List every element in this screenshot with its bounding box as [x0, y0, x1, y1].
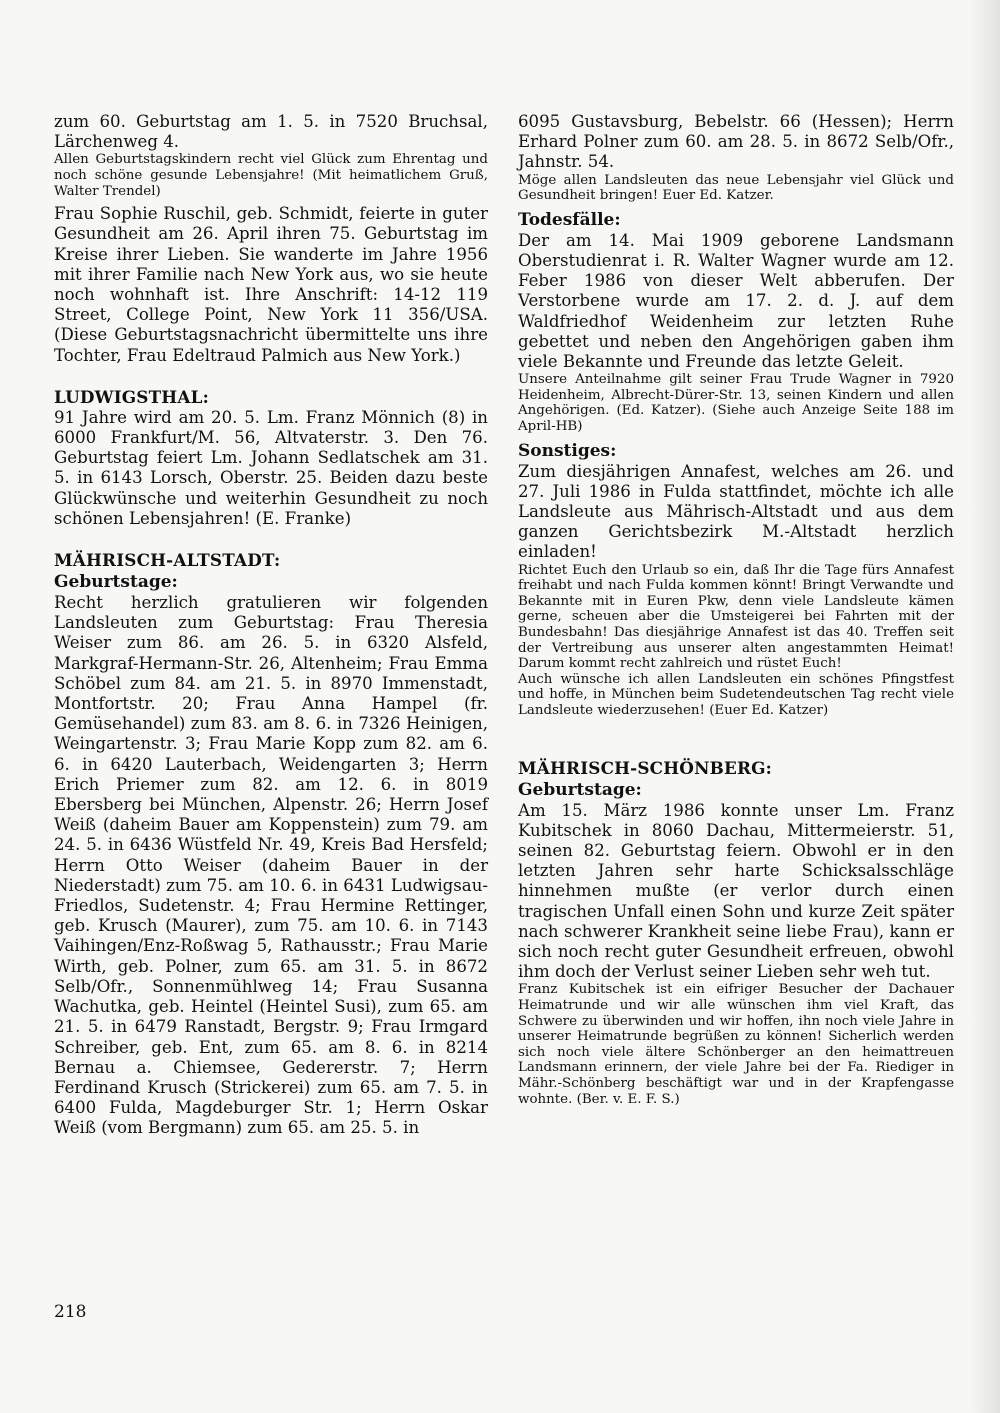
subheading-sonstiges: Sonstiges:	[518, 440, 617, 461]
left-paragraph-ludwigsthal: 91 Jahre wird am 20. 5. Lm. Franz Mönnich (8) in 6000 Frankfurt/M. 56, Altvaterstr. 3. Den 76. Geburtstag feiert Lm. Johann Sedlatschek am 31. 5. in 6143 Lorsch, Oberstr. 25. Beiden dazu beste Glückwünsche und weiterhin Gesundheit zu noch schönen Lebensjahren! (E. Franke)	[54, 407, 488, 528]
left-paragraph-geburtstage: Recht herzlich gratulieren wir folgenden Landsleuten zum Geburtstag: Frau Theresia Weiser zum 86. am 26. 5. in 6320 Alsfeld, Markgraf-Hermann-Str. 26, Altenheim; Frau Emma Schöbel zum 84. am 21. 5. in 8970 Immenstadt, Montfortstr. 20; Frau Anna Hampel (fr. Gemüsehandel) zum 83. am 8. 6. in 7326 Heinigen, Weingartenstr. 3; Frau Marie Kopp zum 82. am 6. 6. in 6420 Lauterbach, Weidengarten 3; Herrn Erich Priemer zum 82. am 12. 6. in 8019 Ebersberg bei München, Alpenstr. 26; Herrn Josef Weiß (daheim Bauer am Koppenstein) zum 79. am 24. 5. in 6436 Wüstfeld Nr. 49, Kreis Bad Hersfeld; Herrn Otto Weiser (daheim Bauer in der Niederstadt) zum 75. am 10. 6. in 6431 Ludwigsau-Friedlos, Sudetenstr. 4; Frau Hermine Rettinger, geb. Krusch (Maurer), zum 75. am 10. 6. in 7143 Vaihingen/Enz-Roßwag 5, Rathausstr.; Frau Marie Wirth, geb. Polner, zum 65. am 31. 5. in 8672 Selb/Ofr., Sonnenmühlweg 14; Frau Susanna Wachutka, geb. Heintel (Heintel Susi), zum 65. am 21. 5. in 6479 Ranstadt, Bergstr. 9; Frau Irmgard Schreiber, geb. Ent, zum 65. am 8. 6. in 8214 Bernau a. Chiemsee, Gedererstr. 7; Herrn Ferdinand Krusch (Strickerei) zum 65. am 7. 5. in 6400 Fulda, Magdeburger Str. 1; Herrn Oskar Weiß (vom Bergmann) zum 65. am 25. 5. in	[54, 593, 488, 1138]
left-paragraph-2: Allen Geburtstagskindern recht viel Glück zum Ehrentag und noch schöne gesunde Lebensjahre! (Mit heimatlichem Gruß, Walter Trendel)	[54, 152, 488, 199]
right-column	[518, 112, 954, 1107]
right-paragraph-annafest: Zum diesjährigen Annafest, welches am 26. und 27. Juli 1986 in Fulda stattfindet, möchte ich alle Landsleute aus Mährisch-Altstadt und aus dem ganzen Gerichtsbezirk M.-Altstadt herzlich einladen!	[518, 461, 954, 562]
right-paragraph-kubitschek: Am 15. März 1986 konnte unser Lm. Franz Kubitschek in 8060 Dachau, Mittermeierstr. 51, seinen 82. Geburtstag feiern. Obwohl er in den letzten Jahren sehr harte Schicksalsschläge hinnehmen mußte (er verlor durch einen tragischen Unfall einen Sohn und kurze Zeit später nach schwerer Krankheit seine liebe Frau), kann er sich noch recht guter Gesundheit erfreuen, obwohl ihm doch der Verlust seiner Lieben sehr weh tut.	[518, 800, 954, 982]
heading-maehrisch-schoenberg: MÄHRISCH-SCHÖNBERG:	[518, 757, 773, 778]
heading-maehrisch-altstadt: MÄHRISCH-ALTSTADT:	[54, 550, 281, 571]
right-paragraph-2: Möge allen Landsleuten das neue Lebensjahr viel Glück und Gesundheit bringen! Euer Ed. Katzer.	[518, 172, 954, 204]
subheading-geburtstage-left: Geburtstage:	[54, 572, 178, 593]
page-edge-shadow	[968, 0, 1000, 1413]
page-number: 218	[54, 1302, 87, 1322]
left-paragraph-1: zum 60. Geburtstag am 1. 5. in 7520 Bruchsal, Lärchenweg 4.	[54, 112, 488, 152]
left-paragraph-ruschil: Frau Sophie Ruschil, geb. Schmidt, feierte in guter Gesundheit am 26. April ihren 75. Geburtstag im Kreise ihrer Lieben. Sie wanderte im Jahre 1956 mit ihrer Familie nach New York aus, wo sie heute noch wohnhaft ist. Ihre Anschrift: 14-12 119 Street, College Point, New York 11 356/USA. (Diese Geburtstagsnachricht übermittelte uns ihre Tochter, Frau Edeltraud Palmich aus New York.)	[54, 204, 488, 365]
right-paragraph-wagner: Der am 14. Mai 1909 geborene Landsmann Oberstudienrat i. R. Walter Wagner wurde am 12. Feber 1986 von dieser Welt abberufen. Der Verstorbene wurde am 17. 2. d. J. auf dem Waldfriedhof Weidenheim zur letzten Ruhe gebettet und neben den Angehörigen gaben ihm viele Bekannte und Freunde das letzte Geleit.	[518, 230, 954, 372]
right-paragraph-pfingstfest: Auch wünsche ich allen Landsleuten ein schönes Pfingstfest und hoffe, in München beim Sudetendeutschen Tag recht viele Landsleute wiederzusehen! (Euer Ed. Katzer)	[518, 671, 954, 718]
subheading-todesfaelle: Todesfälle:	[518, 209, 621, 230]
right-paragraph-1: 6095 Gustavsburg, Bebelstr. 66 (Hessen); Herrn Erhard Polner zum 60. am 28. 5. in 8672 Selb/Ofr., Jahnstr. 54.	[518, 112, 954, 172]
right-paragraph-urlaub: Richtet Euch den Urlaub so ein, daß Ihr die Tage fürs Annafest freihabt und nach Fulda kommen könnt! Bringt Verwandte und Bekannte mit in Euren Pkw, denn viele Landsleute kämen gerne, scheuen aber die Umsteigerei bei Fahrten mit der Bundesbahn! Das diesjährige Annafest ist das 40. Treffen seit der Vertreibung aus unserer alten angestammten Heimat! Darum kommt recht zahlreich und rüstet Euch!	[518, 562, 954, 672]
subheading-geburtstage-right: Geburtstage:	[518, 779, 642, 800]
left-column	[54, 112, 488, 1139]
right-paragraph-heimatrunde: Franz Kubitschek ist ein eifriger Besucher der Dachauer Heimatrunde und wir alle wünschen ihm viel Kraft, das Schwere zu überwinden und wir hoffen, ihn noch viele Jahre in unserer Heimatrunde begrüßen zu können! Sicherlich werden sich noch viele ältere Schönberger an den heimattreuen Landsmann erinnern, der viele Jahre bei der Fa. Riediger in Mähr.-Schönberg beschäftigt war und in der Krapfengasse wohnte. (Ber. v. E. F. S.)	[518, 982, 954, 1107]
heading-ludwigsthal: LUDWIGSTHAL:	[54, 386, 209, 407]
right-paragraph-anteilnahme: Unsere Anteilnahme gilt seiner Frau Trude Wagner in 7920 Heidenheim, Albrecht-Dürer-Str. 13, seinen Kindern und allen Angehörigen. (Ed. Katzer). (Siehe auch Anzeige Seite 188 im April-HB)	[518, 372, 954, 434]
